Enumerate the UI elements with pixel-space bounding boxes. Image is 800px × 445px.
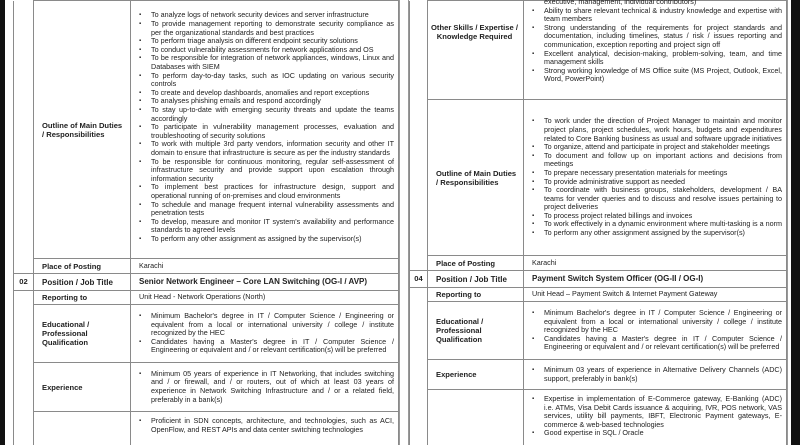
position-row <box>14 274 399 291</box>
page-edge-left <box>0 0 5 445</box>
list-item: ▪ Strong working knowledge of MS Office suite (MS Project, Outlook, Excel, Word, PowerPoint) <box>544 67 782 84</box>
row-number-cell <box>14 363 34 412</box>
duties-row <box>410 100 787 256</box>
list-item: ▪ To perform any other assignment as assigned by the supervisor(s) <box>151 235 394 244</box>
experience-row <box>14 363 399 412</box>
row-number-cell <box>410 256 428 271</box>
experience-label: Experience <box>428 360 524 390</box>
row-number-cell <box>14 305 34 363</box>
list-item: ▪ To schedule and manage frequent internal vulnerability assessments and penetration tests <box>151 201 394 218</box>
list-item: ▪ To work effectively in a dynamic environment where multi-tasking is a norm <box>544 220 782 229</box>
list-item: ▪ To analyses phishing emails and respond accordingly <box>151 97 394 106</box>
row-number-cell <box>14 291 34 305</box>
list-item: ▪ To provide management reporting to demonstrate security compliance as per the organizational standards and best practices <box>151 20 394 37</box>
duties-cell <box>131 1 399 259</box>
skills-label <box>34 412 131 445</box>
list-item: ▪ To perform any other assignment assigned by the supervisor(s) <box>544 229 782 238</box>
skills-cell <box>524 390 787 445</box>
skills-row <box>410 390 787 445</box>
experience-label: Experience <box>34 363 131 412</box>
reporting-label: Reporting to <box>34 291 131 305</box>
row-number-cell <box>410 302 428 360</box>
skills-cell <box>131 412 399 445</box>
row-number-cell <box>410 390 428 445</box>
list-item: ▪ To participate in vulnerability management processes, evaluation and troubleshooting of security solutions <box>151 123 394 140</box>
list-item: ▪ Minimum Bachelor's degree in IT / Computer Science / Engineering or equivalent from a local or international university / college / institute recognized by the HEC <box>544 309 782 335</box>
education-cell <box>524 302 787 360</box>
position-number: 02 <box>14 274 34 291</box>
row-number-cell <box>14 412 34 445</box>
list-item: ▪ Expertise in implementation of E-Commerce gateway, E-Banking (ADC) i.e. ATMs, Visa Debit Cards issuance & acquiring, IVR, POS network, VAS services, utility bill payments, IBFT, Electronic Payment gateways, E-commerce & web-based technologies <box>544 395 782 429</box>
experience-list <box>135 370 394 404</box>
position-value: Payment Switch System Officer (OG-II / OG-I) <box>524 271 787 288</box>
position-number: 04 <box>410 271 428 288</box>
reporting-label: Reporting to <box>428 288 524 302</box>
list-item: ▪ To implement best practices for infrastructure design, support and operational running of on-premises and cloud environments <box>151 183 394 200</box>
position-label: Position / Job Title <box>428 271 524 288</box>
list-item: ▪ Strong understanding of the requirements for project standards and documentation, including timelines, status / risk / issues reporting and communication, exception reporting and project sign off <box>544 24 782 50</box>
skills-row <box>410 1 787 100</box>
list-item: ▪ Excellent analytical, decision-making, problem-solving, team, and time management skills <box>544 50 782 67</box>
skills-list <box>528 395 782 438</box>
posting-value: Karachi <box>524 256 787 271</box>
reporting-value: Unit Head – Payment Switch & Internet Payment Gateway <box>524 288 787 302</box>
row-number-cell <box>410 360 428 390</box>
list-item: ▪ Minimum 05 years of experience in IT Networking, that includes switching and / or firewall, and / or routers, out of which at least 03 years of experience in Network Switching Infrastructure and / or a related field, preferably in a bank(s) <box>151 370 394 404</box>
list-item: ▪ To analyze logs of network security devices and server infrastructure <box>151 11 394 20</box>
duties-label: Outline of Main Duties / Responsibilities <box>428 100 524 256</box>
list-item: ▪ To perform triage analysis on different endpoint security solutions <box>151 37 394 46</box>
experience-row <box>410 360 787 390</box>
skills-list <box>528 7 782 84</box>
list-item: ▪ To perform day-to-day tasks, such as IOC updating on various security controls <box>151 72 394 89</box>
education-row <box>14 305 399 363</box>
posting-label: Place of Posting <box>34 259 131 274</box>
skills-continued: executive, management, individual contributors) <box>544 0 697 6</box>
reporting-value: Unit Head - Network Operations (North) <box>131 291 399 305</box>
list-item: ▪ Candidates having a Master's degree in IT / Computer Science / Engineering or equivalent and / or relevant certification(s) will be preferred <box>151 338 394 355</box>
list-item: ▪ To work with multiple 3rd party vendors, information security and other IT domain to ensure that infrastructure is secure as per the industry standards <box>151 140 394 157</box>
education-list <box>528 309 782 352</box>
position-value: Senior Network Engineer – Core LAN Switching (OG-I / AVP) <box>131 274 399 291</box>
list-item: ▪ To develop, measure and monitor IT system's availability and performance standards to agreed levels <box>151 218 394 235</box>
list-item: ▪ To coordinate with business groups, stakeholders, development / BA teams for vender queries and to discuss and resolve issues pertaining to project deliveries <box>544 186 782 212</box>
page-edge-right <box>791 0 800 445</box>
row-number-cell <box>410 288 428 302</box>
list-item: ▪ To work under the direction of Project Manager to maintain and monitor project plans, project schedules, work hours, budgets and expenditures related to Core Banking business as usual and software upgrade initiatives <box>544 117 782 143</box>
list-item: ▪ Minimum Bachelor's degree in IT / Computer Science / Engineering or equivalent from a local or international university / college / institute recognized by the HEC <box>151 312 394 338</box>
reporting-row <box>14 291 399 305</box>
experience-list <box>528 366 782 383</box>
list-item: ▪ To stay up-to-date with emerging security threats and update the teams accordingly <box>151 106 394 123</box>
row-number-cell <box>14 1 34 259</box>
job-table-right <box>408 0 788 445</box>
education-list <box>135 312 394 355</box>
skills-row <box>14 412 399 445</box>
position-row <box>410 271 787 288</box>
education-label: Educational / Professional Qualification <box>428 302 524 360</box>
experience-cell <box>131 363 399 412</box>
duties-label: Outline of Main Duties / Responsibilities <box>34 1 131 259</box>
list-item: ▪ To prepare necessary presentation materials for meetings <box>544 169 782 178</box>
reporting-row <box>410 288 787 302</box>
list-item: ▪ To process project related billings and invoices <box>544 212 782 221</box>
experience-cell <box>524 360 787 390</box>
list-item: ▪ To be responsible for continuous monitoring, regular self-assessment of infrastructure security and provide support upon escalation through information security <box>151 158 394 184</box>
row-number-cell <box>410 100 428 256</box>
education-label: Educational / Professional Qualification <box>34 305 131 363</box>
duties-cell <box>524 100 787 256</box>
duties-list <box>135 11 394 243</box>
row-number-cell <box>14 259 34 274</box>
skills-cell <box>524 1 787 100</box>
list-item: ▪ To conduct vulnerability assessments for network applications and OS <box>151 46 394 55</box>
education-row <box>410 302 787 360</box>
list-item: ▪ Good expertise in SQL / Oracle <box>544 429 782 438</box>
posting-row <box>14 259 399 274</box>
position-label: Position / Job Title <box>34 274 131 291</box>
posting-value: Karachi <box>131 259 399 274</box>
list-item: ▪ Minimum 03 years of experience in Alternative Delivery Channels (ADC) support, preferably in bank(s) <box>544 366 782 383</box>
list-item: ▪ Candidates having a Master's degree in IT / Computer Science / Engineering or equivalent and / or relevant certification(s) will be preferred <box>544 335 782 352</box>
skills-list <box>135 417 394 434</box>
job-table-left <box>13 0 400 445</box>
posting-row <box>410 256 787 271</box>
list-item: ▪ Ability to share relevant technical & industry knowledge and expertise with team members <box>544 7 782 24</box>
skills-label <box>428 390 524 445</box>
duties-list <box>528 117 782 237</box>
list-item: ▪ To document and follow up on important actions and decisions from meetings <box>544 152 782 169</box>
education-cell <box>131 305 399 363</box>
posting-label: Place of Posting <box>428 256 524 271</box>
list-item: ▪ To provide administrative support as needed <box>544 178 782 187</box>
list-item: ▪ Proficient in SDN concepts, architecture, and technologies, such as ACI, OpenFlow, and REST APIs and data center switching technologies <box>151 417 394 434</box>
list-item: ▪ To be responsible for integration of network appliances, windows, Linux and Databases with SIEM <box>151 54 394 71</box>
row-number-cell <box>410 1 428 100</box>
list-item: ▪ To organize, attend and participate in project and stakeholder meetings <box>544 143 782 152</box>
skills-label: Other Skills / Expertise / Knowledge Required <box>428 1 524 100</box>
list-item: ▪ To create and develop dashboards, anomalies and report exceptions <box>151 89 394 98</box>
duties-row <box>14 1 399 259</box>
